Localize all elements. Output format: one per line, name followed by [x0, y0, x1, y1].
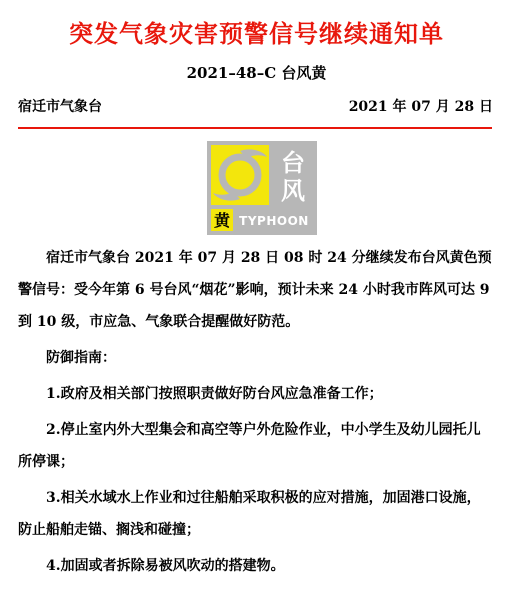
signal-label-main: [281, 149, 305, 205]
svg-text:风: 风: [281, 177, 305, 205]
notice-body: [18, 242, 494, 582]
guide-heading: 防御指南：: [46, 350, 116, 366]
document-number: 2021–48–C 台风黄: [186, 64, 327, 82]
signal-level-label: 黄: [213, 211, 231, 230]
header-divider: [18, 127, 492, 129]
notice-title: 突发气象灾害预警信号继续通知单: [69, 19, 444, 48]
guide-item: 3.相关水域水上作业和过往船舶采取积极的应对措施，加固港口设施，防止船舶走锚、搁浅和碰撞；: [18, 490, 481, 538]
guide-item: 2.停止室内外大型集会和高空等户外危险作业，中小学生及幼儿园托儿所停课；: [18, 422, 481, 470]
notice-paragraph: 宿迁市气象台 2021 年 07 月 28 日 08 时 24 分继续发布台风黄色预警信号：受今年第 6 号台风“烟花”影响，预计未来 24 小时我市阵风可达 9 到 10 级，市应急、气象联合提醒做好防范。: [18, 250, 492, 330]
guide-item: 4.加固或者拆除易被风吹动的搭建物。: [46, 558, 285, 574]
svg-text:台: 台: [281, 149, 305, 177]
typhoon-yellow-signal: [207, 141, 317, 235]
signal-english-label: TYPHOON: [239, 214, 309, 228]
issuer: 宿迁市气象台: [18, 99, 102, 115]
issue-date: 2021 年 07 月 28 日: [348, 99, 493, 115]
typhoon-signal-graphic: [207, 141, 317, 235]
guide-item: 1.政府及相关部门按照职责做好防台风应急准备工作；: [46, 386, 383, 402]
